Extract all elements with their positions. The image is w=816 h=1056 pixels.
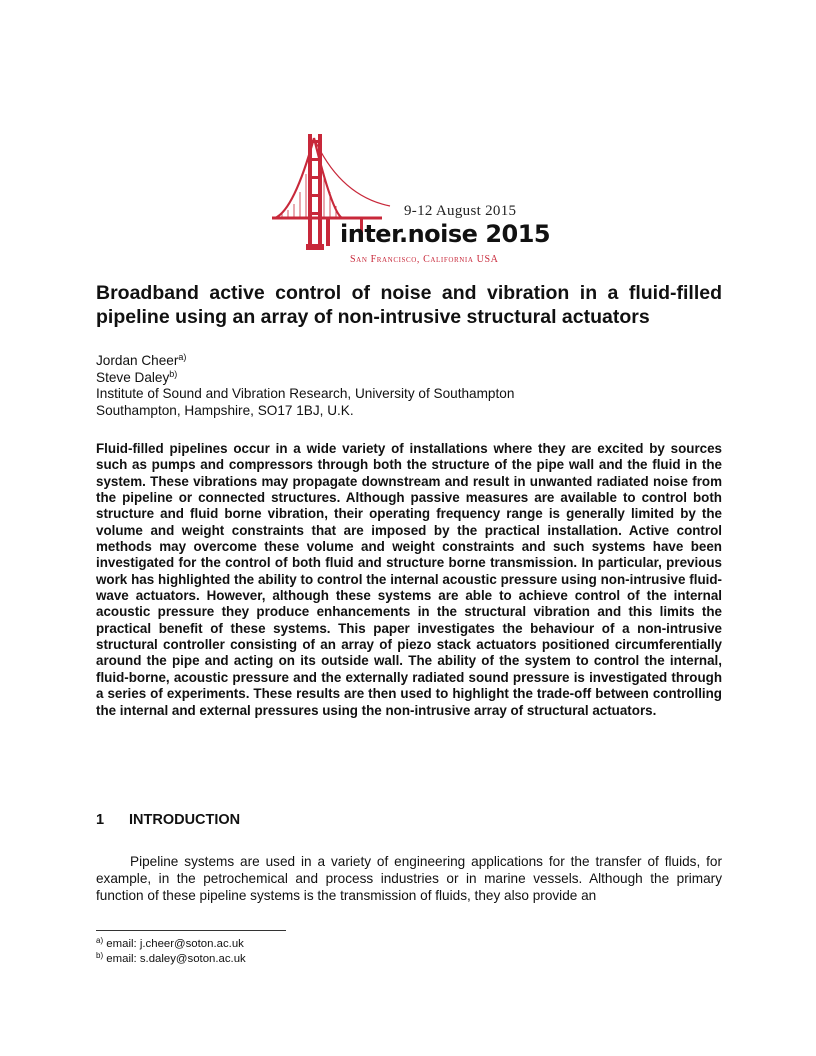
paper-title: Broadband active control of noise and vibration in a fluid-filled pipeline using an array of non-intrusive structural actuators <box>96 282 722 328</box>
section-title: INTRODUCTION <box>129 812 241 828</box>
footnote-email: email: j.cheer@soton.ac.uk <box>106 938 244 950</box>
footnote-divider <box>96 930 286 931</box>
author-block <box>96 353 696 419</box>
abstract: Fluid-filled pipelines occur in a wide variety of installations where they are excited by sources such as pumps and compressors through both the structure of the pipe wall and the fluid in the system. These vibrations may propagate downstream and result in unwanted radiated noise from the pipeline or connected structures. Although passive measures are available to control both structure and fluid borne vibration, their operating frequency range is generally limited by the volume and weight constraints that are imposed by the practical installation. Active control methods may overcome these volume and weight constraints and such systems have been investigated for the control of both fluid and structure borne transmission. In particular, previous work has highlighted the ability to control the internal acoustic pressure using non-intrusive fluid-wave actuators. However, although these systems are able to achieve control of the internal acoustic pressure they produce enhancements in the structural vibration and this limits the practical benefit of these systems. This paper investigates the behaviour of a non-intrusive structural controller consisting of an array of piezo stack actuators positioned circumferentially around the pipe and acting on its outside wall. The ability of the system to control the internal, fluid-borne, acoustic pressure and the externally radiated sound pressure is investigated through a series of experiments. These results are then used to highlight the trade-off between controlling the internal and external pressures using the non-intrusive array of structural actuators. <box>96 441 722 718</box>
conference-location: San Francisco, California USA <box>350 254 499 265</box>
affiliation-line-1: Institute of Sound and Vibration Research, University of Southampton <box>96 386 515 401</box>
author-name: Steve Daley <box>96 369 170 385</box>
footnote-1 <box>96 937 496 952</box>
footnote-mark: b) <box>96 950 104 960</box>
footnote-email: email: s.daley@soton.ac.uk <box>106 952 246 965</box>
section-heading <box>96 812 496 828</box>
author-2 <box>96 370 696 387</box>
author-mark: a) <box>178 352 187 362</box>
section-number: 1 <box>96 812 105 828</box>
conference-name: inter.noise 2015 <box>340 220 551 248</box>
affiliation-line-2: Southampton, Hampshire, SO17 1BJ, U.K. <box>96 402 354 418</box>
footnote-2 <box>96 952 496 967</box>
author-mark: b) <box>169 368 178 379</box>
footnotes <box>96 937 496 966</box>
author-1 <box>96 353 696 370</box>
conference-date: 9-12 August 2015 <box>404 203 517 219</box>
author-name: Jordan Cheer <box>96 353 179 368</box>
footnote-mark: a) <box>96 936 104 945</box>
introduction-paragraph: Pipeline systems are used in a variety of engineering applications for the transfer of fluids, for example, in the petrochemical and process industries or in marine vessels. Although the primary function of these pipeline systems is the transmission of fluids, they also provide an <box>96 854 722 903</box>
